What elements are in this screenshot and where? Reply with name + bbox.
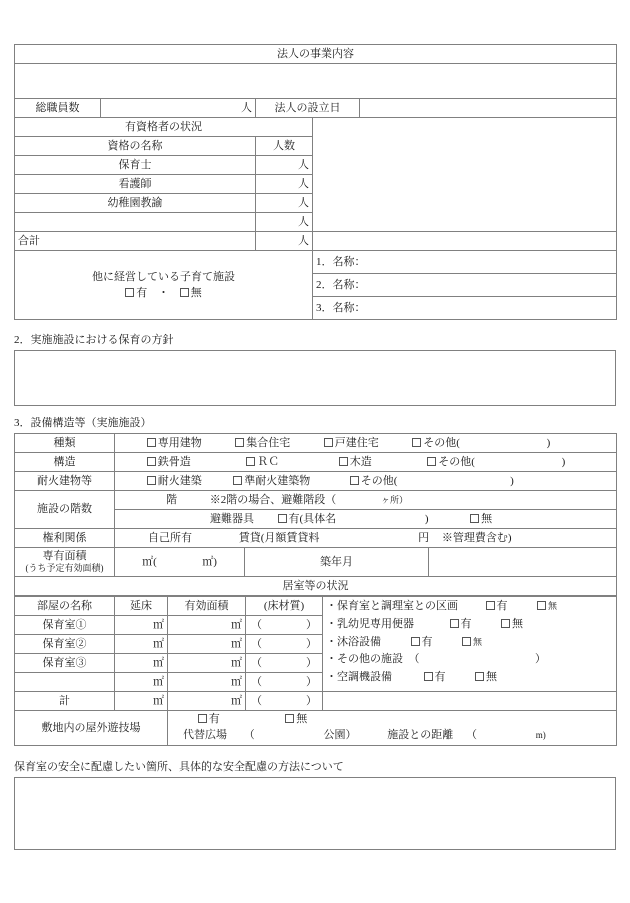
facility-name-3-field[interactable] — [313, 297, 617, 320]
checkbox-fireproof-full[interactable] — [147, 476, 156, 485]
room-floor-field[interactable] — [115, 616, 168, 635]
checkbox-outdoor-no[interactable] — [285, 714, 294, 723]
bathing-yes: 有 — [421, 635, 433, 648]
room-eff-unit: ㎡ — [231, 656, 242, 669]
qual-row-count-field[interactable] — [256, 213, 313, 232]
section2-heading: 2．実施施設における保育の方針 — [14, 334, 174, 346]
section2-content-field[interactable] — [14, 350, 616, 406]
qual-row-name-blank[interactable] — [15, 213, 256, 232]
qualified-notes-field[interactable] — [313, 118, 617, 232]
checkbox-fireproof-other[interactable] — [350, 476, 359, 485]
rooms-col-material: (床材質) — [246, 597, 323, 616]
rooms-col-effective: 有効面積 — [168, 597, 246, 616]
rights-note: ※管理費含む) — [441, 531, 512, 544]
other-separator: ・ — [158, 287, 169, 299]
room-material-field[interactable]: （ ） — [246, 673, 323, 692]
facility-checks-panel — [323, 597, 617, 692]
table-row — [15, 453, 617, 472]
structure-options — [115, 453, 617, 472]
check-row-air-conditioning — [326, 669, 613, 687]
escape-label: 避難器具 — [210, 512, 254, 525]
escape-close: ) — [424, 512, 429, 525]
room-name: 保育室③ — [15, 654, 115, 673]
exclusive-area-subtitle: (うち予定有効面積) — [25, 563, 104, 574]
table-row — [15, 577, 617, 596]
type-option-0: 専用建物 — [157, 436, 202, 449]
rights-own-label[interactable]: 自己所有 — [148, 531, 192, 544]
section4-content-field[interactable] — [14, 777, 616, 850]
check-row-partition — [326, 598, 613, 616]
other-no-label: 無 — [190, 287, 202, 299]
exclusive-area-title: 専有面積 — [42, 550, 87, 562]
structure-other-close: ) — [561, 455, 566, 468]
rooms-col-floor: 延床 — [115, 597, 168, 616]
checkbox-type-detached[interactable] — [324, 438, 333, 447]
facility-structure-table — [14, 433, 617, 596]
room-floor-field[interactable] — [115, 654, 168, 673]
checkbox-partition-yes[interactable] — [486, 601, 495, 610]
checkbox-type-dedicated[interactable] — [147, 438, 156, 447]
area-unit-open: ㎡( — [142, 555, 157, 568]
checkbox-structure-steel[interactable] — [147, 457, 156, 466]
rooms-table — [14, 596, 617, 746]
qual-row-name: 看護師 — [15, 175, 256, 194]
alt-park-label: 公園） — [323, 729, 357, 741]
room-name: 保育室① — [15, 616, 115, 635]
qual-total-notes-field[interactable] — [313, 232, 617, 251]
qual-row-count-field[interactable] — [256, 156, 313, 175]
outdoor-play-label: 敷地内の屋外遊技場 — [15, 711, 168, 746]
table-row — [15, 118, 617, 137]
check-row-other-facility — [326, 651, 613, 669]
staff-count-unit: 人 — [241, 101, 252, 114]
room-name: 保育室② — [15, 635, 115, 654]
alt-open-paren: （ — [243, 729, 255, 741]
distance-open-paren: （ — [466, 729, 477, 741]
built-date-label: 築年月 — [245, 548, 429, 577]
outdoor-play-cell — [168, 711, 617, 746]
corporate-content-field[interactable] — [15, 64, 617, 99]
checkbox-escape-yes[interactable] — [278, 514, 287, 523]
checkbox-type-other[interactable] — [412, 438, 421, 447]
rights-rent-label[interactable]: 賃貸(月額賃貸料 — [238, 531, 320, 544]
other-facilities-cell — [15, 251, 313, 320]
section4 — [0, 758, 630, 850]
type-option-3: その他( — [423, 436, 460, 449]
infant-toilet-no: 無 — [512, 617, 523, 630]
facility-name-2-field[interactable] — [313, 274, 617, 297]
qual-count-column-header: 人数 — [256, 137, 313, 156]
floor-count-row — [115, 491, 617, 510]
section3-heading: 3．設備構造等（実施施設） — [14, 417, 152, 429]
table-row — [15, 434, 617, 453]
table-row — [15, 529, 617, 548]
qual-row-name: 幼稚園教諭 — [15, 194, 256, 213]
other-facility-close: ） — [535, 653, 546, 666]
staff-count-label: 総職員数 — [15, 99, 101, 118]
room-floor-field[interactable] — [115, 635, 168, 654]
room-total-label: 計 — [15, 692, 115, 711]
table-row — [15, 232, 617, 251]
checkbox-infant-toilet-no[interactable] — [501, 619, 510, 628]
escape-equipment-row — [115, 510, 617, 529]
structure-option-3: その他( — [438, 455, 475, 468]
fireproof-option-1: 準耐火建築物 — [244, 474, 311, 487]
check-label-other-facility: ・その他の施設 （ — [326, 653, 420, 666]
room-floor-unit: ㎡ — [153, 637, 164, 650]
qual-row-unit: 人 — [298, 215, 309, 228]
other-facilities-label: 他に経営している子育て施設 — [92, 270, 235, 283]
qual-row-unit: 人 — [298, 158, 309, 171]
check-label-partition: ・保育室と調理室との区画 — [326, 600, 458, 612]
corporate-title: 法人の事業内容 — [15, 45, 617, 64]
checkbox-fireproof-semi[interactable] — [233, 476, 242, 485]
facility-name-2-label: 2．名称： — [316, 278, 366, 291]
fireproof-label: 耐火建物等 — [15, 472, 115, 491]
check-label-bathing: ・沐浴設備 — [326, 635, 381, 648]
floor-unit: 階 — [166, 493, 177, 506]
qualified-header: 有資格者の状況 — [15, 118, 313, 137]
room-floor-unit: ㎡ — [153, 618, 164, 631]
checkbox-ac-no[interactable] — [475, 672, 484, 681]
checkbox-structure-wood[interactable] — [339, 457, 348, 466]
table-row — [15, 491, 617, 510]
qual-row-unit: 人 — [298, 196, 309, 209]
exclusive-area-field[interactable] — [115, 548, 245, 577]
check-label-infant-toilet: ・乳幼児専用便器 — [326, 617, 414, 630]
floor-note: ※2階の場合、避難階段（ — [209, 493, 337, 506]
room-eff-unit: ㎡ — [231, 675, 242, 688]
qual-row-count-field[interactable] — [256, 175, 313, 194]
checks-panel-spacer — [323, 692, 617, 711]
fireproof-other-close: ) — [510, 474, 514, 487]
checkbox-structure-rc[interactable] — [246, 457, 255, 466]
table-row — [15, 692, 617, 711]
qual-total-field[interactable] — [256, 232, 313, 251]
table-row — [15, 548, 617, 577]
room-eff-unit: ㎡ — [231, 694, 242, 707]
checkbox-ac-yes[interactable] — [424, 672, 433, 681]
checkbox-other-no[interactable] — [180, 288, 189, 297]
table-row — [15, 99, 617, 118]
building-type-options — [115, 434, 617, 453]
distance-label: 施設との距離 — [387, 729, 454, 741]
floor-count-label: 施設の階数 — [15, 491, 115, 529]
section3 — [0, 414, 630, 746]
other-facilities-choice — [18, 285, 309, 302]
qual-row-unit: 人 — [298, 177, 309, 190]
rooms-col-name: 部屋の名称 — [15, 597, 115, 616]
structure-option-2: 木造 — [349, 455, 372, 468]
bathing-no: 無 — [473, 636, 483, 647]
room-eff-unit: ㎡ — [231, 618, 242, 631]
check-row-infant-toilet — [326, 616, 613, 634]
checkbox-bathing-yes[interactable] — [411, 637, 420, 646]
table-row — [15, 597, 617, 616]
rights-label: 権利関係 — [15, 529, 115, 548]
alt-playground-row — [171, 728, 613, 744]
section4-heading: 保育室の安全に配慮したい箇所、具体的な安全配慮の方法について — [14, 761, 344, 773]
room-eff-field[interactable] — [168, 673, 246, 692]
room-total-material-field[interactable]: （ ） — [246, 692, 323, 711]
other-yes-label: 有 — [136, 287, 148, 299]
room-eff-unit: ㎡ — [231, 637, 242, 650]
checkbox-other-yes[interactable] — [125, 288, 134, 297]
infant-toilet-yes: 有 — [460, 617, 472, 630]
check-label-air-conditioning: ・空調機設備 — [326, 671, 392, 684]
table-row — [15, 45, 617, 64]
floor-note-2: ヶ所） — [381, 494, 409, 505]
type-option-1: 集合住宅 — [246, 436, 291, 449]
checkbox-partition-no[interactable] — [537, 601, 546, 610]
room-floor-unit: ㎡ — [153, 694, 164, 707]
room-eff-field[interactable] — [168, 635, 246, 654]
room-eff-field[interactable] — [168, 654, 246, 673]
escape-yes-label: 有(具体名 — [288, 512, 337, 525]
room-name-blank[interactable] — [15, 673, 115, 692]
partition-no: 無 — [548, 601, 558, 611]
distance-unit: m) — [535, 730, 546, 740]
ac-no: 無 — [486, 671, 497, 684]
escape-no-label: 無 — [481, 512, 493, 525]
qual-row-count-field[interactable] — [256, 194, 313, 213]
check-row-bathing — [326, 634, 613, 652]
checkbox-structure-other[interactable] — [427, 457, 436, 466]
room-total-floor-field[interactable] — [115, 692, 168, 711]
checkbox-type-apartment[interactable] — [235, 438, 244, 447]
built-date-field[interactable] — [429, 548, 617, 577]
area-unit-close: ㎡) — [202, 555, 217, 568]
type-other-close: ) — [546, 436, 551, 449]
checkbox-escape-no[interactable] — [470, 514, 479, 523]
checkbox-infant-toilet-yes[interactable] — [450, 619, 459, 628]
structure-label: 構造 — [15, 453, 115, 472]
fireproof-option-2: その他( — [360, 474, 398, 487]
outdoor-yes-label: 有 — [208, 713, 220, 726]
rights-options — [115, 529, 617, 548]
rooms-section-header: 居室等の状況 — [15, 577, 617, 596]
partition-yes: 有 — [496, 600, 508, 612]
staff-count-field[interactable] — [101, 99, 256, 118]
outdoor-choice-row — [171, 712, 613, 728]
facility-name-1-label: 1．名称： — [316, 255, 366, 268]
qual-name-column-header: 資格の名称 — [15, 137, 256, 156]
qual-total-unit: 人 — [298, 234, 309, 247]
corporate-table — [14, 44, 617, 320]
table-row — [15, 251, 617, 274]
rights-yen-unit: 円 — [418, 531, 430, 544]
room-eff-field[interactable] — [168, 616, 246, 635]
table-row — [15, 472, 617, 491]
facility-name-1-field[interactable] — [313, 251, 617, 274]
building-type-label: 種類 — [15, 434, 115, 453]
checkbox-bathing-no[interactable] — [462, 637, 471, 646]
table-row — [15, 711, 617, 746]
qual-total-label: 合計 — [15, 232, 256, 251]
outdoor-no-label: 無 — [296, 713, 308, 726]
room-floor-field[interactable] — [115, 673, 168, 692]
alt-playground-label: 代替広場 — [183, 729, 227, 741]
room-material-field[interactable]: （ ） — [246, 654, 323, 673]
founded-date-label: 法人の設立日 — [256, 99, 360, 118]
room-floor-unit: ㎡ — [153, 656, 164, 669]
fireproof-option-0: 耐火建築 — [157, 474, 202, 487]
fireproof-options — [115, 472, 617, 491]
structure-option-0: 鉄骨造 — [157, 455, 191, 468]
facility-name-3-label: 3．名称： — [316, 301, 366, 314]
room-floor-unit: ㎡ — [153, 675, 164, 688]
room-material-field[interactable]: （ ） — [246, 635, 323, 654]
founded-date-field[interactable] — [360, 99, 617, 118]
section2 — [0, 331, 630, 406]
table-row — [15, 64, 617, 99]
ac-yes: 有 — [434, 671, 446, 684]
qual-row-name: 保育士 — [15, 156, 256, 175]
checkbox-outdoor-yes[interactable] — [198, 714, 207, 723]
room-total-eff-field[interactable] — [168, 692, 246, 711]
structure-option-1: ＲＣ — [257, 455, 280, 468]
corporate-section — [14, 44, 616, 320]
type-option-2: 戸建住宅 — [334, 436, 379, 449]
room-material-field[interactable]: （ ） — [246, 616, 323, 635]
exclusive-area-label — [15, 548, 115, 577]
